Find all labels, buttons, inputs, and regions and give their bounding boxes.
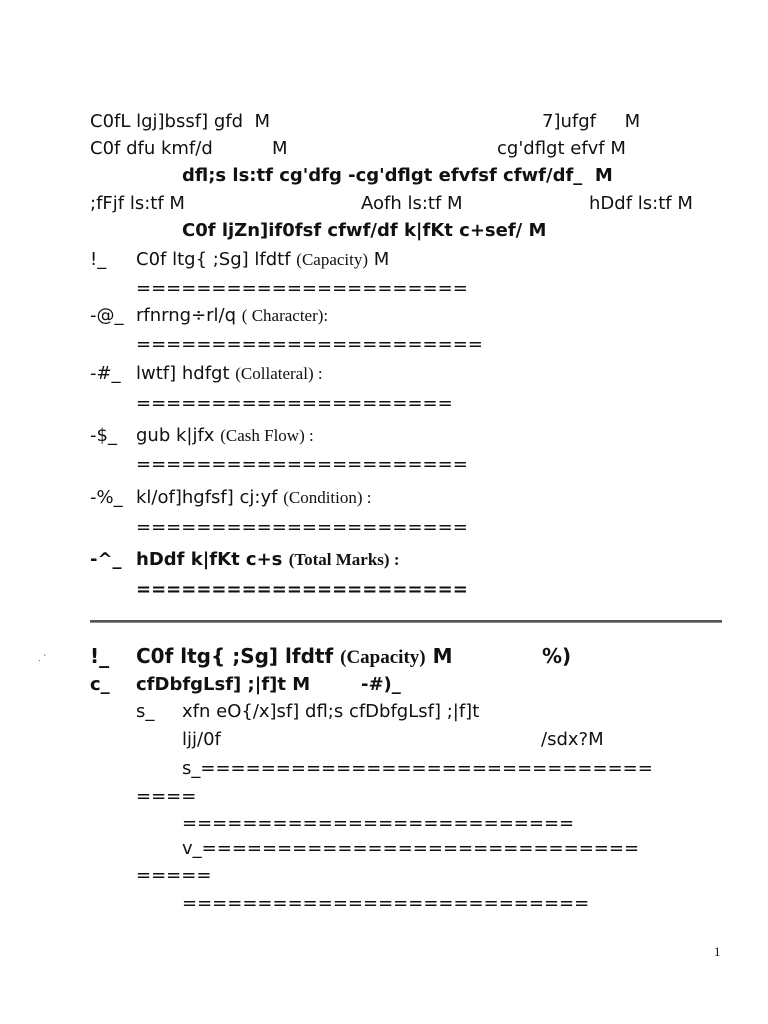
criterion-1-answer-line: ======================	[136, 278, 468, 299]
estimated-period-label: cg'dflgt efvf M	[497, 138, 626, 159]
monthly-installment-title: dfl;s ls:tf cg'dfg -cg'dflgt efvfsf cfwf/df_ M	[182, 165, 613, 186]
location-label: 7]ufgf M	[542, 111, 641, 132]
criterion-4-answer-line: ======================	[136, 454, 468, 475]
total-installment-label: hDdf ls:tf M	[589, 193, 693, 214]
income-line-b: v_=============================	[182, 838, 640, 859]
total-marks-answer-line: ======================	[136, 579, 468, 600]
capacity-section-number: !_	[90, 644, 110, 668]
current-income-number: s_	[136, 701, 155, 722]
criterion-5-label: kl/of]hgfsf] cj:yf (Condition) :	[136, 487, 372, 508]
criterion-4-label: gub k|jfx (Cash Flow) :	[136, 425, 314, 446]
criterion-1-label: C0f ltg{ ;Sg] lfdtf (Capacity) M	[136, 249, 390, 270]
description-column-label: ljj/0f	[182, 729, 221, 750]
income-line-b-second: ===========================	[182, 893, 590, 914]
capacity-section-heading: C0f ltg{ ;Sg] lfdtf (Capacity) M	[136, 644, 453, 668]
criterion-6-number: -^_	[90, 549, 122, 570]
income-line-a-second: ==========================	[182, 813, 575, 834]
loan-demand-colon: M	[272, 138, 288, 159]
amount-column-label: /sdx?M	[541, 729, 604, 750]
total-marks-label: hDdf k|fKt c+s (Total Marks) :	[136, 549, 400, 570]
criterion-4-number: -$_	[90, 425, 117, 446]
criterion-5-number: -%_	[90, 487, 123, 508]
loan-demand-form-label: C0f dfu kmf/d	[90, 138, 213, 159]
section-divider	[90, 620, 722, 623]
principal-installment-label: ;fFjf ls:tf M	[90, 193, 185, 214]
capacity-section-weight: %)	[542, 644, 572, 668]
income-source-weight: -#)_	[361, 674, 401, 695]
page-number: 1	[714, 944, 721, 959]
margin-mark: . `	[38, 654, 48, 663]
income-source-label: cfDbfgLsf] ;|f]t M	[136, 674, 311, 695]
income-source-number: c_	[90, 674, 110, 695]
borrower-name-label: C0fL lgj]bssf] gfd M	[90, 111, 270, 132]
criterion-2-number: -@_	[90, 305, 124, 326]
current-income-label: xfn eO{/x]sf] dfl;s cfDbfgLsf] ;|f]t	[182, 701, 480, 722]
criterion-5-answer-line: ======================	[136, 517, 468, 538]
income-line-a-wrap: ====	[136, 786, 197, 807]
criterion-1-number: !_	[90, 249, 107, 270]
interest-installment-label: Aofh ls:tf M	[361, 193, 463, 214]
criterion-3-number: -#_	[90, 363, 121, 384]
loan-analysis-score-title: C0f ljZn]if0fsf cfwf/df k|fKt c+sef/ M	[182, 220, 547, 241]
criterion-3-answer-line: =====================	[136, 393, 453, 414]
income-line-b-wrap: =====	[136, 865, 212, 886]
criterion-2-answer-line: =======================	[136, 334, 483, 355]
criterion-2-label: rfnrng÷rl/q ( Character):	[136, 305, 329, 326]
income-line-a: s_==============================	[182, 758, 653, 779]
criterion-3-label: lwtf] hdfgt (Collateral) :	[136, 363, 323, 384]
